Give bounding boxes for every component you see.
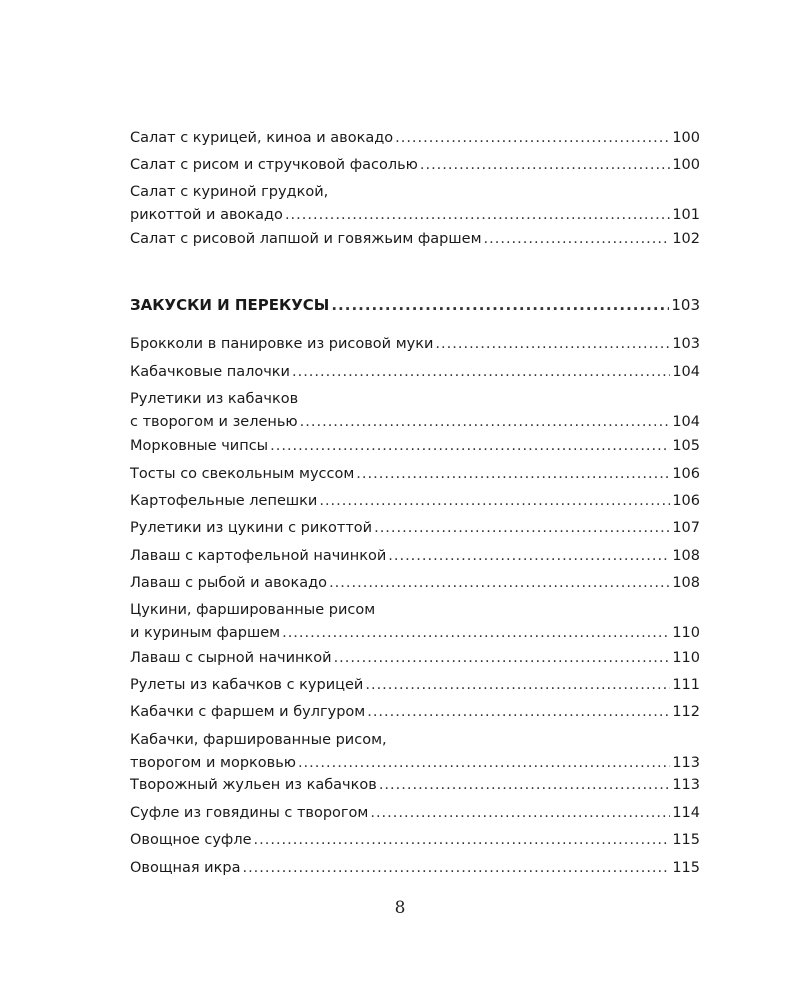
toc-entry-page: 113 xyxy=(672,777,700,793)
toc-entry xyxy=(130,388,700,434)
toc-entry xyxy=(130,517,700,540)
toc-entry-page: 102 xyxy=(672,231,700,247)
toc-entry-title: Кабачковые палочки xyxy=(130,364,290,380)
toc-entry-title-line: Цукини, фаршированные рисом xyxy=(130,602,376,618)
toc-leader-dots xyxy=(370,802,670,825)
toc-entry-page: 105 xyxy=(672,438,700,454)
toc-entry-title: Овощное суфле xyxy=(130,832,252,848)
toc-entry-page: 110 xyxy=(672,650,700,666)
toc-entry xyxy=(130,572,700,595)
toc-entry-title: Творожный жульен из кабачков xyxy=(130,777,377,793)
toc-entry-page: 113 xyxy=(672,755,700,771)
toc-leader-dots xyxy=(298,752,670,775)
toc-entry-title: рикоттой и авокадо xyxy=(130,207,283,223)
toc-entry xyxy=(130,647,700,670)
toc-leader-dots xyxy=(367,701,670,724)
toc-entry-page: 115 xyxy=(672,860,700,876)
toc-leader-dots xyxy=(388,545,670,568)
toc-leader-dots xyxy=(319,490,670,513)
toc-entry-title: Лаваш с сырной начинкой xyxy=(130,650,332,666)
toc-entry xyxy=(130,463,700,486)
toc-entry-page: 100 xyxy=(672,157,700,173)
toc-entry xyxy=(130,545,700,568)
toc-entry-page: 114 xyxy=(672,805,700,821)
toc-section-page: 103 xyxy=(671,296,700,314)
toc-entry-page: 111 xyxy=(672,677,700,693)
toc-entry-title: Брокколи в панировке из рисовой муки xyxy=(130,336,434,352)
toc-entry-title: Рулеты из кабачков с курицей xyxy=(130,677,364,693)
toc-entry-title: Тосты со свекольным муссом xyxy=(130,466,355,482)
toc-entry xyxy=(130,361,700,384)
toc-entry xyxy=(130,774,700,797)
toc-entry xyxy=(130,729,700,775)
toc-entry-page: 104 xyxy=(672,414,700,430)
toc-entry xyxy=(130,181,700,227)
toc-entry xyxy=(130,435,700,458)
toc-entry-title: творогом и морковью xyxy=(130,755,296,771)
toc-leader-dots xyxy=(270,435,670,458)
toc-entry xyxy=(130,802,700,825)
toc-entry-title-line: Кабачки, фаршированные рисом, xyxy=(130,732,387,748)
toc-entry-page: 108 xyxy=(672,575,700,591)
toc-entry-title: Морковные чипсы xyxy=(130,438,269,454)
toc-entry-title: Салат с курицей, киноа и авокадо xyxy=(130,130,394,146)
page-number: 8 xyxy=(394,898,406,918)
toc-leader-dots xyxy=(379,774,671,797)
toc-entry xyxy=(130,228,700,251)
toc-leader-dots xyxy=(420,154,670,177)
toc-entry xyxy=(130,490,700,513)
toc-entry-title: Овощная икра xyxy=(130,860,241,876)
toc-entry-page: 101 xyxy=(672,207,700,223)
toc-entry-page: 103 xyxy=(672,336,700,352)
toc-leader-dots xyxy=(242,857,670,880)
toc-entry xyxy=(130,701,700,724)
toc-leader-dots xyxy=(285,204,670,227)
toc-section-heading xyxy=(130,294,700,317)
toc-entry-title: Лаваш с рыбой и авокадо xyxy=(130,575,328,591)
toc-entry-page: 115 xyxy=(672,832,700,848)
toc-leader-dots xyxy=(374,517,670,540)
toc-leader-dots xyxy=(356,463,670,486)
toc-entry-page: 106 xyxy=(672,466,700,482)
toc-entry-page: 107 xyxy=(672,520,700,536)
toc-section-title: ЗАКУСКИ И ПЕРЕКУСЫ xyxy=(130,296,330,314)
toc-entry-page: 112 xyxy=(672,704,700,720)
toc-leader-dots xyxy=(365,674,670,697)
toc-leader-dots xyxy=(435,333,670,356)
toc-entry-title: Салат с рисом и стручковой фасолью xyxy=(130,157,418,173)
toc-entry-page: 100 xyxy=(672,130,700,146)
toc-entry-title: Суфле из говядины с творогом xyxy=(130,805,369,821)
toc-leader-dots xyxy=(254,829,671,852)
toc-entry xyxy=(130,154,700,177)
toc-entry-title: Рулетики из цукини с рикоттой xyxy=(130,520,373,536)
toc-entry-page: 108 xyxy=(672,548,700,564)
toc-entry-title-line: Салат с куриной грудкой, xyxy=(130,184,329,200)
toc-entry-title: Кабачки с фаршем и булгуром xyxy=(130,704,366,720)
toc-entry xyxy=(130,333,700,356)
toc-leader-dots xyxy=(484,228,671,251)
toc-entry-title: и куриным фаршем xyxy=(130,625,281,641)
toc-leader-dots xyxy=(334,647,671,670)
toc-leader-dots xyxy=(282,622,670,645)
toc-leader-dots xyxy=(329,572,670,595)
toc-leader-dots xyxy=(292,361,670,384)
toc-entry-page: 110 xyxy=(672,625,700,641)
toc-entry xyxy=(130,127,700,150)
toc-entry-page: 104 xyxy=(672,364,700,380)
toc-entry-title: с творогом и зеленью xyxy=(130,414,298,430)
toc-entry-title: Лаваш с картофельной начинкой xyxy=(130,548,387,564)
toc-leader-dots xyxy=(395,127,670,150)
toc-entry xyxy=(130,599,700,645)
toc-entry xyxy=(130,674,700,697)
toc-leader-dots xyxy=(331,294,669,317)
toc-entry xyxy=(130,829,700,852)
toc-entry-page: 106 xyxy=(672,493,700,509)
toc-entry xyxy=(130,857,700,880)
toc-entry-title: Картофельные лепешки xyxy=(130,493,318,509)
toc-entry-title: Салат с рисовой лапшой и говяжьим фаршем xyxy=(130,231,482,247)
toc-entry-title-line: Рулетики из кабачков xyxy=(130,391,299,407)
toc-leader-dots xyxy=(300,411,671,434)
